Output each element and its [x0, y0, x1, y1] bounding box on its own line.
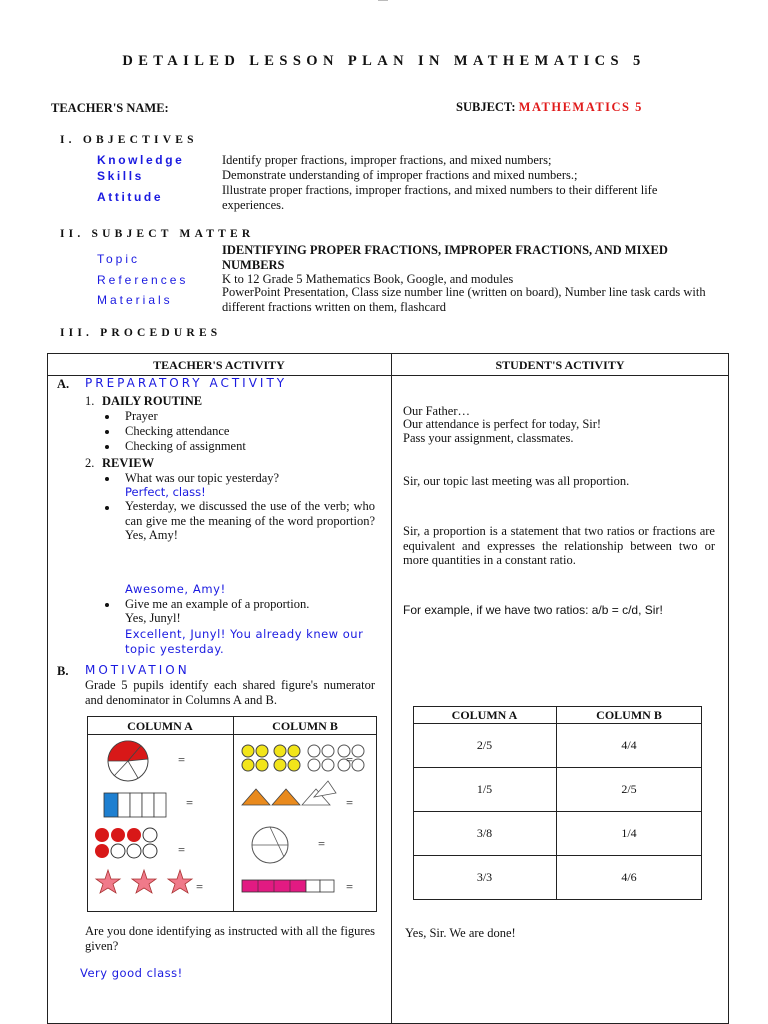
review-number: 2.	[85, 456, 95, 470]
figure-apples-icon	[95, 828, 157, 858]
bullet-review-q1	[105, 477, 109, 481]
figure-stars-icon	[96, 870, 192, 893]
answer-table-row-divider	[413, 855, 702, 856]
review-question-3a: Give me an example of a proportion.	[125, 597, 310, 611]
subject-label: SUBJECT:	[456, 100, 516, 114]
routine-prayer: Prayer	[125, 409, 158, 423]
objective-label-attitude: Attitude	[97, 190, 164, 204]
subject-text-topic: IDENTIFYING PROPER FRACTIONS, IMPROPER FRACTIONS, AND MIXED NUMBERS	[222, 243, 668, 272]
review-praise-1: Perfect, class!	[125, 485, 206, 499]
table-column-divider	[391, 353, 392, 1024]
answer-cell: 1/4	[621, 826, 637, 840]
review-question-3b: Yes, Junyl!	[125, 611, 181, 625]
review-question-1: What was our topic yesterday?	[125, 471, 280, 485]
answer-cell: 4/4	[621, 738, 637, 752]
figure-pie-icon	[108, 741, 148, 781]
teacher-name-label: TEACHER'S NAME:	[51, 101, 169, 115]
student-activity-header: STUDENT'S ACTIVITY	[495, 358, 625, 372]
answer-cell: 2/5	[476, 738, 493, 752]
figure-column-a-header: COLUMN A	[127, 719, 193, 733]
bullet-prayer	[105, 415, 109, 419]
section-b-letter: B.	[57, 664, 69, 678]
equals-b2: =	[346, 796, 354, 810]
figure-columns-header-divider	[87, 734, 377, 735]
daily-routine-number: 1.	[85, 394, 95, 408]
equals-a4: =	[196, 880, 204, 894]
figure-magenta-bar-icon	[242, 880, 334, 892]
student-done: Yes, Sir. We are done!	[405, 926, 516, 940]
subject-label-references: References	[97, 273, 189, 287]
bullet-attendance	[105, 430, 109, 434]
closing-question: Are you done identifying as instructed with all the figures given?	[85, 924, 375, 953]
review-praise-2: Awesome, Amy!	[125, 582, 226, 596]
subject-line	[456, 100, 643, 115]
equals-a2: =	[186, 796, 194, 810]
procedures-heading: III. PROCEDURES	[60, 327, 222, 339]
teacher-activity-header: TEACHER'S ACTIVITY	[153, 358, 285, 372]
answer-cell: 3/3	[476, 870, 493, 884]
objective-label-skills: Skills	[97, 169, 144, 183]
equals-b3: =	[318, 837, 326, 851]
daily-routine-title: DAILY ROUTINE	[102, 394, 203, 408]
objective-label-knowledge: Knowledge	[97, 153, 185, 167]
figure-columns-divider	[233, 716, 234, 912]
subject-text-references: K to 12 Grade 5 Mathematics Book, Google, and modules	[222, 272, 514, 286]
bullet-review-q2	[105, 506, 109, 510]
answer-cell: 1/5	[476, 782, 493, 796]
answer-table-row-divider	[413, 767, 702, 768]
answer-cell: 4/6	[621, 870, 637, 884]
student-proportion-definition: Sir, a proportion is a statement that two ratios or fractions are equivalent and expresses the relationship between two or more quantities in a constant ratio.	[403, 524, 715, 567]
answer-table-row-divider	[413, 811, 702, 812]
student-assignment: Pass your assignment, classmates.	[403, 431, 574, 445]
routine-assignment: Checking of assignment	[125, 439, 246, 453]
subject-value: MATHEMATICS 5	[518, 100, 643, 114]
objective-text-attitude: Illustrate proper fractions, improper fractions, and mixed numbers to their different life experiences.	[222, 183, 658, 212]
subject-text-materials: PowerPoint Presentation, Class size number line (written on board), Number line task cards with different fractions written on them, flashcard	[222, 285, 706, 314]
section-a-title: PREPARATORY ACTIVITY	[85, 376, 288, 390]
student-proportion-example: For example, if we have two ratios: a/b = c/d, Sir!	[403, 603, 663, 617]
section-b-title: MOTIVATION	[85, 663, 190, 677]
answer-table-row-divider	[413, 723, 702, 724]
answer-table-header-a: COLUMN A	[451, 708, 518, 722]
page-top-mark	[378, 0, 388, 1]
figure-bar-icon	[104, 793, 166, 817]
subject-matter-heading: II. SUBJECT MATTER	[60, 228, 255, 240]
review-question-2: Yesterday, we discussed the use of the verb; who can give me the meaning of the word proportion? Yes, Amy!	[125, 499, 375, 542]
bullet-assignment	[105, 445, 109, 449]
student-attendance: Our attendance is perfect for today, Sir!	[403, 417, 602, 431]
student-prayer: Our Father…	[403, 404, 470, 418]
equals-b4: =	[346, 880, 354, 894]
objectives-heading: I. OBJECTIVES	[60, 134, 198, 146]
figure-circle-parts-icon	[252, 827, 288, 863]
answer-table-header-b: COLUMN B	[596, 708, 662, 722]
objective-text-skills: Demonstrate understanding of improper fractions and mixed numbers.;	[222, 168, 578, 182]
figure-triangles-icon	[242, 781, 336, 805]
answer-cell: 3/8	[476, 826, 493, 840]
subject-label-topic: Topic	[97, 252, 141, 266]
routine-attendance: Checking attendance	[125, 424, 230, 438]
document-title: DETAILED LESSON PLAN IN MATHEMATICS 5	[122, 53, 646, 69]
review-title: REVIEW	[102, 456, 155, 470]
objective-text-knowledge: Identify proper fractions, improper fractions, and mixed numbers;	[222, 153, 552, 167]
subject-label-materials: Materials	[97, 293, 173, 307]
bullet-review-q3	[105, 603, 109, 607]
motivation-text: Grade 5 pupils identify each shared figure's numerator and denominator in Columns A and B.	[85, 678, 375, 707]
answer-cell: 2/5	[621, 782, 637, 796]
section-a-letter: A.	[57, 377, 70, 391]
equals-a1: =	[178, 753, 186, 767]
equals-a3: =	[178, 843, 186, 857]
equals-b1: =	[346, 753, 354, 767]
student-topic-answer: Sir, our topic last meeting was all proportion.	[403, 474, 630, 488]
figure-column-b-drawings	[236, 737, 376, 909]
review-praise-3: Excellent, Junyl! You already knew our topic yesterday.	[125, 627, 364, 656]
figure-column-a-drawings	[90, 737, 232, 909]
closing-praise: Very good class!	[80, 966, 183, 980]
figure-column-b-header: COLUMN B	[272, 719, 338, 733]
